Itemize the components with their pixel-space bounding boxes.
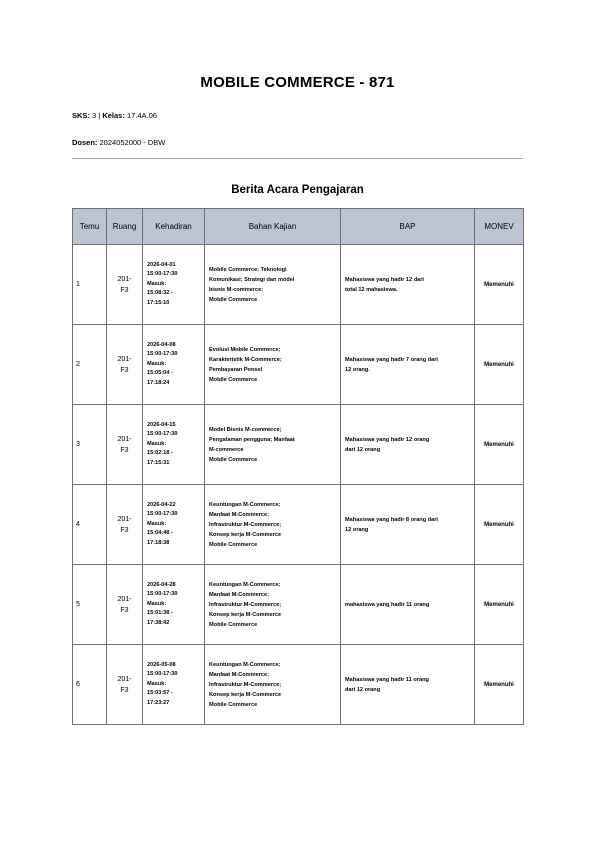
table-row bbox=[73, 565, 524, 645]
kelas-value: 17.4A.06 bbox=[126, 111, 157, 120]
cell-bahan-kajian-line: Model Bisnis M-commerce; bbox=[209, 426, 282, 433]
cell-kehadiran-line: 15:00-17:30 bbox=[147, 431, 178, 438]
cell-ruang-line: 201- bbox=[117, 675, 132, 683]
cell-ruang-line: 201- bbox=[117, 515, 132, 523]
header-temu: Temu bbox=[73, 209, 107, 245]
cell-kehadiran-line: 15:00-17:30 bbox=[147, 511, 178, 518]
cell-bap bbox=[341, 645, 475, 725]
cell-kehadiran bbox=[143, 485, 205, 565]
cell-ruang bbox=[107, 565, 143, 645]
cell-bahan-kajian-line: Evolusi Mobile Commerce; bbox=[209, 346, 281, 353]
cell-bap-line: 12 orang. bbox=[345, 366, 370, 373]
cell-kehadiran-line: 17:15:31 bbox=[147, 459, 170, 466]
cell-kehadiran-line: 15:08:32 - bbox=[147, 290, 173, 297]
table-row bbox=[73, 485, 524, 565]
divider bbox=[72, 158, 523, 159]
cell-bap bbox=[341, 565, 475, 645]
table-row bbox=[73, 405, 524, 485]
cell-kehadiran-line: Masuk: bbox=[147, 360, 167, 367]
cell-kehadiran-line: Masuk: bbox=[147, 440, 167, 447]
cell-monev: Memenuhi bbox=[475, 325, 524, 405]
cell-bap bbox=[341, 245, 475, 325]
table-header-row bbox=[73, 209, 524, 245]
cell-bahan-kajian-line: Karakteristik M-Commerce; bbox=[209, 356, 282, 363]
lecturer-info-line bbox=[72, 138, 165, 147]
cell-kehadiran-line: 17:23:27 bbox=[147, 699, 170, 706]
cell-ruang-line: F3 bbox=[120, 526, 129, 534]
cell-bahan-kajian bbox=[205, 565, 341, 645]
cell-temu: 5 bbox=[73, 565, 107, 645]
cell-bahan-kajian-line: Manfaat M-Commerce; bbox=[209, 671, 269, 678]
cell-kehadiran-line: Masuk: bbox=[147, 680, 167, 687]
teaching-report-table bbox=[72, 208, 524, 725]
cell-bahan-kajian-line: Mobile Commerce bbox=[209, 376, 258, 383]
cell-bahan-kajian-line: Mobile Commerce bbox=[209, 541, 258, 548]
cell-ruang-line: 201- bbox=[117, 355, 132, 363]
header-bahan-kajian: Bahan Kajian bbox=[205, 209, 341, 245]
cell-ruang-line: F3 bbox=[120, 686, 129, 694]
course-info-line bbox=[72, 111, 157, 120]
cell-kehadiran-line: Masuk: bbox=[147, 520, 167, 527]
cell-kehadiran-line: 2026-04-01 bbox=[147, 261, 176, 268]
cell-bap-line: total 12 mahasiswa. bbox=[345, 286, 398, 293]
table-row bbox=[73, 245, 524, 325]
cell-kehadiran-line: 17:38:42 bbox=[147, 619, 170, 626]
cell-bap-line: Mahasiswa yang hadir 12 orang bbox=[345, 436, 430, 443]
cell-kehadiran-line: 15:03:57 - bbox=[147, 690, 173, 697]
cell-bap bbox=[341, 485, 475, 565]
cell-bahan-kajian-line: Konsep kerja M-Commerce bbox=[209, 691, 282, 698]
sks-label: SKS: bbox=[72, 111, 90, 120]
cell-bahan-kajian-line: Keuntungan M-Commerce; bbox=[209, 661, 281, 668]
header-ruang: Ruang bbox=[107, 209, 143, 245]
header-kehadiran: Kehadiran bbox=[143, 209, 205, 245]
cell-kehadiran bbox=[143, 565, 205, 645]
cell-kehadiran bbox=[143, 245, 205, 325]
dosen-value: 2024052000 - DBW bbox=[99, 138, 166, 147]
cell-bap-line: mahasiswa yang hadir 11 orang bbox=[345, 601, 430, 608]
cell-temu: 6 bbox=[73, 645, 107, 725]
dosen-label: Dosen: bbox=[72, 138, 98, 147]
cell-kehadiran-line: 15:05:04 - bbox=[147, 370, 173, 377]
cell-kehadiran-line: 15:00-17:30 bbox=[147, 671, 178, 678]
cell-kehadiran-line: 2026-04-22 bbox=[147, 501, 176, 508]
cell-ruang-line: F3 bbox=[120, 366, 129, 374]
cell-bahan-kajian-line: Konsep kerja M-Commerce bbox=[209, 611, 282, 618]
cell-monev: Memenuhi bbox=[475, 485, 524, 565]
cell-bap-line: Mahasiswa yang hadir 12 dari bbox=[345, 276, 424, 283]
cell-kehadiran-line: 2026-04-28 bbox=[147, 581, 176, 588]
cell-monev: Memenuhi bbox=[475, 565, 524, 645]
cell-ruang-line: 201- bbox=[117, 275, 132, 283]
cell-bahan-kajian bbox=[205, 245, 341, 325]
cell-bap-line: Mahasiswa yang hadir 11 orang bbox=[345, 676, 429, 683]
cell-kehadiran-line: 17:18:38 bbox=[147, 539, 170, 546]
cell-ruang bbox=[107, 325, 143, 405]
cell-ruang bbox=[107, 245, 143, 325]
cell-kehadiran bbox=[143, 325, 205, 405]
cell-ruang bbox=[107, 485, 143, 565]
cell-kehadiran-line: 2026-04-15 bbox=[147, 421, 176, 428]
cell-bahan-kajian-line: Infrastruktur M-Commerce; bbox=[209, 601, 282, 608]
cell-kehadiran-line: 15:04:48 - bbox=[147, 530, 173, 537]
cell-ruang-line: 201- bbox=[117, 595, 132, 603]
cell-bap-line: Mahasiswa yang hadir 7 orang dari bbox=[345, 356, 438, 363]
cell-monev: Memenuhi bbox=[475, 645, 524, 725]
cell-bahan-kajian-line: Mobile Commerce bbox=[209, 621, 258, 628]
header-bap: BAP bbox=[341, 209, 475, 245]
cell-kehadiran-line: 15:00-17:30 bbox=[147, 591, 178, 598]
cell-kehadiran-line: 17:18:24 bbox=[147, 379, 170, 386]
cell-bahan-kajian-line: Pembayaran Ponsel bbox=[209, 366, 263, 373]
table-row bbox=[73, 645, 524, 725]
cell-kehadiran bbox=[143, 645, 205, 725]
cell-kehadiran-line: 17:15:10 bbox=[147, 299, 170, 306]
cell-ruang-line: 201- bbox=[117, 435, 132, 443]
cell-bahan-kajian-line: M-commerce bbox=[209, 446, 244, 453]
header-monev: MONEV bbox=[475, 209, 524, 245]
cell-ruang-line: F3 bbox=[120, 446, 129, 454]
cell-bap-line: dari 12 orang bbox=[345, 686, 381, 693]
cell-bahan-kajian-line: Mobile Commerce bbox=[209, 701, 258, 708]
cell-kehadiran bbox=[143, 405, 205, 485]
cell-kehadiran-line: Masuk: bbox=[147, 600, 167, 607]
cell-bahan-kajian-line: bisnis M-commerce; bbox=[209, 286, 264, 293]
table-row bbox=[73, 325, 524, 405]
cell-kehadiran-line: 15:01:38 - bbox=[147, 610, 173, 617]
cell-bahan-kajian-line: Konsep kerja M-Commerce bbox=[209, 531, 282, 538]
cell-bahan-kajian-line: Infrastruktur M-Commerce; bbox=[209, 521, 282, 528]
cell-kehadiran-line: 15:00-17:30 bbox=[147, 351, 178, 358]
cell-bahan-kajian-line: Manfaat M-Commerce; bbox=[209, 591, 269, 598]
cell-bap-line: dari 12 orang bbox=[345, 446, 381, 453]
sks-value: 3 bbox=[92, 111, 97, 120]
cell-bahan-kajian-line: Komunikasi; Strategi dan model bbox=[209, 276, 295, 283]
cell-bap-line: 12 orang bbox=[345, 526, 369, 533]
cell-bahan-kajian bbox=[205, 485, 341, 565]
cell-ruang-line: F3 bbox=[120, 286, 129, 294]
cell-kehadiran-line: 2026-04-08 bbox=[147, 341, 176, 348]
cell-ruang bbox=[107, 645, 143, 725]
separator: | bbox=[98, 111, 101, 120]
cell-temu: 4 bbox=[73, 485, 107, 565]
cell-temu: 1 bbox=[73, 245, 107, 325]
cell-monev: Memenuhi bbox=[475, 245, 524, 325]
cell-bap bbox=[341, 325, 475, 405]
cell-kehadiran-line: Masuk: bbox=[147, 280, 167, 287]
cell-kehadiran-line: 15:00-17:30 bbox=[147, 271, 178, 278]
cell-kehadiran-line: 2026-05-08 bbox=[147, 661, 176, 668]
cell-bap-line: Mahasiswa yang hadir 8 orang dari bbox=[345, 516, 438, 523]
cell-temu: 3 bbox=[73, 405, 107, 485]
cell-bahan-kajian-line: Keuntungan M-Commerce; bbox=[209, 501, 281, 508]
cell-bahan-kajian bbox=[205, 405, 341, 485]
cell-bahan-kajian bbox=[205, 645, 341, 725]
document-title: MOBILE COMMERCE - 871 bbox=[200, 74, 395, 91]
cell-bahan-kajian-line: Infrastruktur M-Commerce; bbox=[209, 681, 282, 688]
cell-ruang-line: F3 bbox=[120, 606, 129, 614]
section-title: Berita Acara Pengajaran bbox=[231, 184, 364, 196]
cell-monev: Memenuhi bbox=[475, 405, 524, 485]
cell-ruang bbox=[107, 405, 143, 485]
cell-bahan-kajian-line: Mobile Commerce; Teknologi bbox=[209, 266, 287, 273]
cell-bahan-kajian-line: Mobile Commerce bbox=[209, 296, 258, 303]
cell-bahan-kajian bbox=[205, 325, 341, 405]
cell-bahan-kajian-line: Manfaat M-Commerce; bbox=[209, 511, 269, 518]
kelas-label: Kelas: bbox=[102, 111, 125, 120]
cell-temu: 2 bbox=[73, 325, 107, 405]
cell-bap bbox=[341, 405, 475, 485]
cell-kehadiran-line: 15:02:18 - bbox=[147, 450, 173, 457]
cell-bahan-kajian-line: Mobile Commerce bbox=[209, 456, 258, 463]
cell-bahan-kajian-line: Pengalaman pengguna; Manfaat bbox=[209, 436, 295, 443]
cell-bahan-kajian-line: Keuntungan M-Commerce; bbox=[209, 581, 281, 588]
